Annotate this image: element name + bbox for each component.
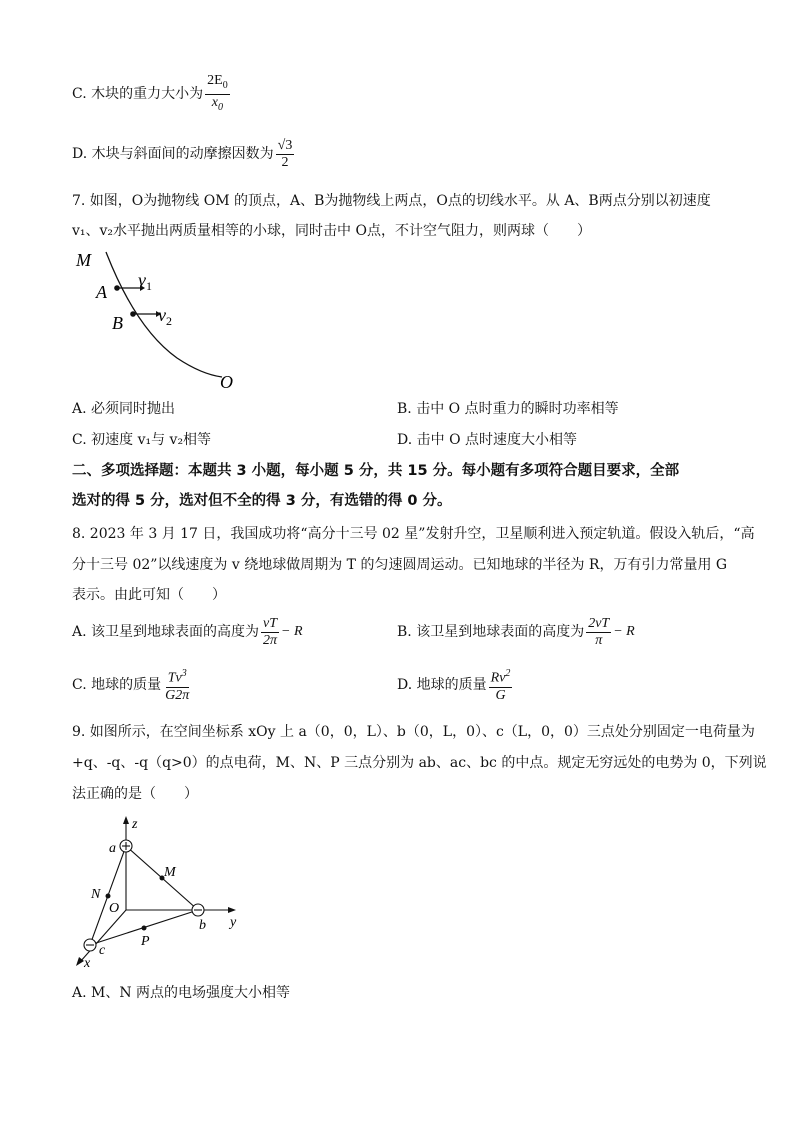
q8-option-c-fraction: $\frac{Tv^3}{G2\pi}$ xyxy=(165,668,190,703)
q8-option-a-label: A. 该卫星到地球表面的高度为 xyxy=(72,624,260,640)
point-n xyxy=(106,894,111,899)
label-o: O xyxy=(109,901,120,916)
q8-option-d-num: Rv xyxy=(490,670,506,686)
z-axis-arrow xyxy=(123,816,129,824)
q7-option-d: D. 击中 O 点时速度大小相等 xyxy=(397,432,578,448)
label-a: A xyxy=(96,282,107,302)
q6-option-c-label: C. 木块的重力大小为 xyxy=(72,86,204,102)
q8-option-b xyxy=(397,612,635,652)
q7-option-c: C. 初速度 v₁与 v₂相等 xyxy=(72,432,212,448)
label-n: N xyxy=(91,887,101,902)
q6-option-d-den: 2 xyxy=(281,154,289,170)
y-axis-arrow xyxy=(228,907,236,913)
q6-option-c-den: x xyxy=(211,94,219,110)
point-p xyxy=(142,926,147,931)
q9-stem-line1: 9. 如图所示，在空间坐标系 xOy 上 a（0，0，L）、b（0，L，0）、c（L，0，0）三点处分别固定一电荷量为 xyxy=(72,724,755,740)
section2-heading-line1: 二、多项选择题：本题共 3 小题，每小题 5 分，共 15 分。每小题有多项符合题目要求，全部 xyxy=(72,463,680,479)
label-m: M xyxy=(164,865,176,880)
q9-stem-line3: 法正确的是（ ） xyxy=(72,786,198,802)
q8-option-d-label: D. 地球的质量 xyxy=(397,677,487,693)
q8-option-b-label: B. 该卫星到地球表面的高度为 xyxy=(397,624,585,640)
q7-stem-line1: 7. 如图，O为抛物线 OM 的顶点，A、B为抛物线上两点，O点的切线水平。从 A、B两点分别以初速度 xyxy=(72,193,711,209)
q7-parabola-figure xyxy=(72,248,252,396)
q8-option-d-fraction: $\frac{Rv^2}{G}$ xyxy=(490,668,511,703)
q8-option-c-num: Tv xyxy=(167,670,182,686)
q8-option-a-tail: − R xyxy=(281,624,303,639)
q8-option-d xyxy=(397,664,514,706)
q6-option-d-num: √3 xyxy=(277,137,293,153)
q6-option-d-label: D. 木块与斜面间的动摩擦因数为 xyxy=(72,146,274,162)
q8-option-c xyxy=(72,664,193,706)
label-p: P xyxy=(141,934,150,949)
q9-option-a: A. M、N 两点的电场强度大小相等 xyxy=(72,985,291,1001)
label-y: y xyxy=(230,915,237,930)
label-x: x xyxy=(84,956,91,971)
q8-option-b-num: 2vT xyxy=(588,615,610,631)
q6-option-c-fraction: $\frac{2E_0}{x_0}$ xyxy=(207,72,228,113)
q8-option-a-num: vT xyxy=(263,615,278,631)
label-o: O xyxy=(220,372,233,392)
label-a: a xyxy=(109,841,116,856)
q8-option-d-den: G xyxy=(495,687,506,703)
q6-option-d xyxy=(72,133,296,175)
section2-heading-line2: 选对的得 5 分，选对但不全的得 3 分，有选错的得 0 分。 xyxy=(72,493,452,509)
label-b: b xyxy=(199,918,206,933)
q8-option-c-den: G2π xyxy=(165,687,190,703)
q9-stem-line2: +q、-q、-q（q>0）的点电荷，M、N、P 三点分别为 ab、ac、bc 的中点。规定无穷远处的电势为 0，下列说 xyxy=(72,755,767,771)
q6-option-c-num: 2E xyxy=(207,72,223,88)
q8-option-b-tail: − R xyxy=(613,624,635,639)
q8-option-b-den: π xyxy=(595,632,603,648)
q8-stem-line2: 分十三号 02”以线速度为 v 绕地球做周期为 T 的匀速圆周运动。已知地球的半径为 R，万有引力常量用 G xyxy=(72,557,728,573)
label-b: B xyxy=(112,313,123,333)
label-v2: $v_2$ xyxy=(158,305,172,328)
q8-option-a-den: 2π xyxy=(263,632,278,648)
label-m: M xyxy=(76,250,91,270)
q8-stem-line3: 表示。由此可知（ ） xyxy=(72,587,226,603)
q8-option-a xyxy=(72,612,303,652)
q8-option-a-fraction xyxy=(261,616,279,649)
label-c: c xyxy=(99,943,106,958)
label-z: z xyxy=(132,817,138,832)
q8-option-c-label: C. 地球的质量 xyxy=(72,677,162,693)
q8-stem-line1: 8. 2023 年 3 月 17 日，我国成功将“高分十三号 02 星”发射升空，卫星顺利进入预定轨道。假设入轨后，“高 xyxy=(72,526,755,542)
q7-option-a: A. 必须同时抛出 xyxy=(72,401,176,417)
q7-stem-line2: v₁、v₂水平抛出两质量相等的小球，同时击中 O点，不计空气阻力，则两球（ ） xyxy=(72,223,591,239)
q6-option-c xyxy=(72,74,232,114)
q8-option-b-fraction xyxy=(586,616,611,649)
q7-option-b: B. 击中 O 点时重力的瞬时功率相等 xyxy=(397,401,619,417)
label-v1: $v_1$ xyxy=(138,270,152,293)
q6-option-d-fraction xyxy=(276,138,295,171)
q9-coordinate-figure xyxy=(72,812,252,972)
